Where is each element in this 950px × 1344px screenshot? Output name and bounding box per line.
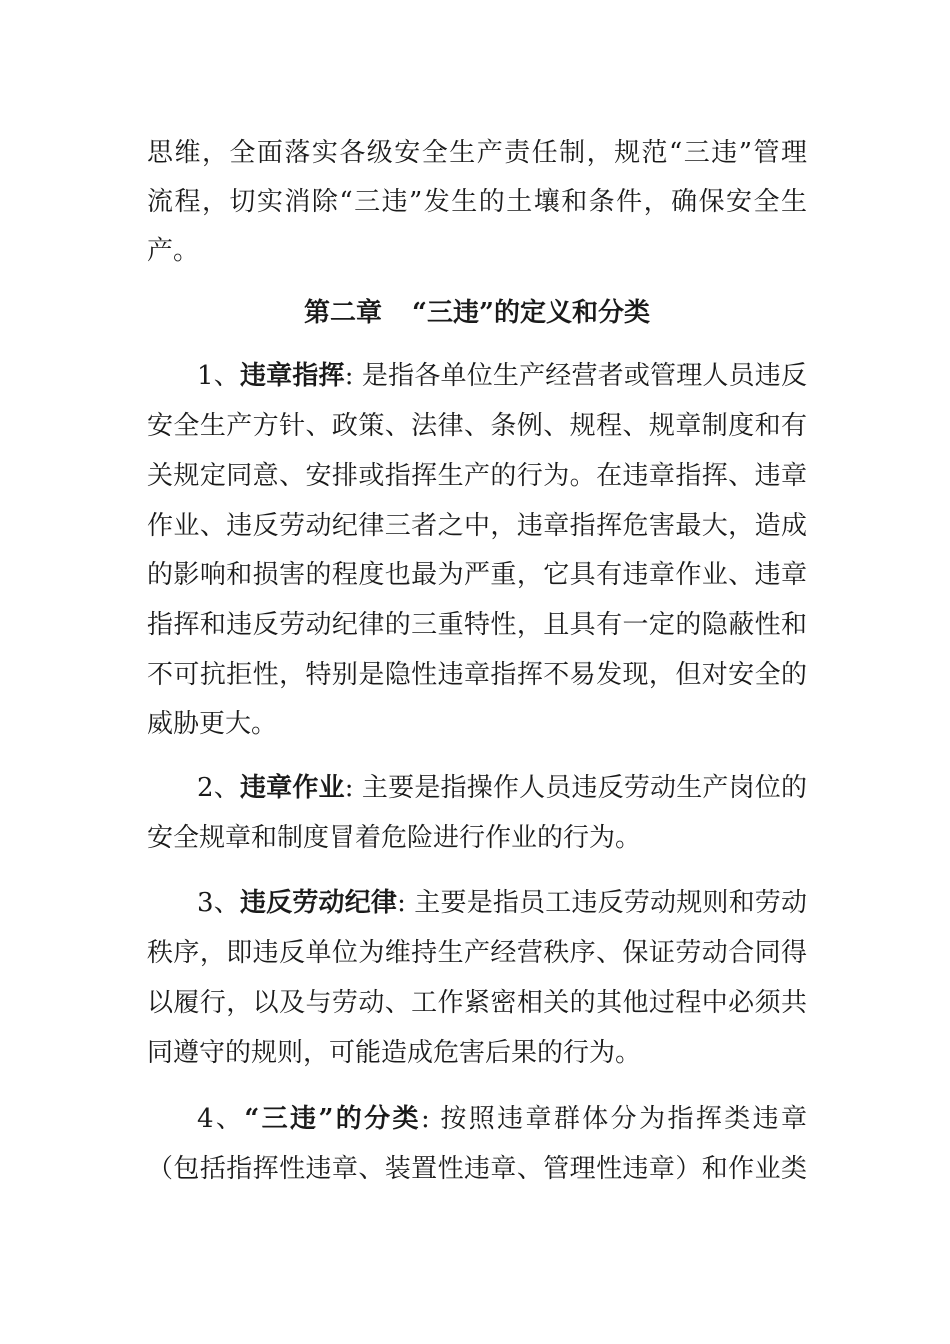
section-1-term: 违章指挥 bbox=[239, 361, 345, 391]
section-4-first-line-text: : 按照违章群体分为指挥类违章 bbox=[420, 1104, 808, 1134]
section-1-first-line-text: : 是指各单位生产经营者或管理人员违反 bbox=[344, 361, 808, 391]
chapter-number: 第二章 bbox=[304, 298, 383, 328]
section-1-number: 1、 bbox=[197, 361, 240, 391]
section-2-first-line-text: : 主要是指操作人员违反劳动生产岗位的 bbox=[344, 773, 808, 803]
section-4-number: 4、 bbox=[197, 1104, 245, 1134]
section-3-first-line bbox=[197, 886, 807, 920]
section-1-line: 威胁更大。 bbox=[147, 709, 278, 739]
intro-line-1: 思维，全面落实各级安全生产责任制，规范“三违”管理 bbox=[147, 138, 807, 168]
section-1-line: 不可抗拒性，特别是隐性违章指挥不易发现，但对安全的 bbox=[147, 660, 807, 690]
section-3-number: 3、 bbox=[197, 888, 240, 918]
section-3-line: 以履行，以及与劳动、工作紧密相关的其他过程中必须共 bbox=[147, 988, 807, 1018]
section-1-line: 作业、违反劳动纪律三者之中，违章指挥危害最大，造成 bbox=[147, 511, 807, 541]
section-3-line: 秩序，即违反单位为维持生产经营秩序、保证劳动合同得 bbox=[147, 938, 807, 968]
section-2-term: 违章作业 bbox=[239, 773, 345, 803]
chapter-heading bbox=[147, 296, 807, 330]
section-4-line: （包括指挥性违章、装置性违章、管理性违章）和作业类 bbox=[147, 1154, 807, 1184]
section-2-line: 安全规章和制度冒着危险进行作业的行为。 bbox=[147, 823, 642, 853]
chapter-title: “三违”的定义和分类 bbox=[412, 298, 650, 328]
section-3-first-line-text: : 主要是指员工违反劳动规则和劳动 bbox=[397, 888, 807, 918]
intro-line-2: 流程，切实消除“三违”发生的土壤和条件，确保安全生 bbox=[147, 187, 807, 217]
section-4-first-line bbox=[197, 1102, 807, 1136]
section-1-line: 安全生产方针、政策、法律、条例、规程、规章制度和有 bbox=[147, 411, 807, 441]
section-1-line: 指挥和违反劳动纪律的三重特性，且具有一定的隐蔽性和 bbox=[147, 610, 807, 640]
section-1-line: 的影响和损害的程度也最为严重，它具有违章作业、违章 bbox=[147, 560, 807, 590]
section-2-first-line bbox=[197, 771, 807, 805]
intro-line-3: 产。 bbox=[147, 236, 200, 266]
section-1-first-line bbox=[197, 359, 807, 393]
section-2-number: 2、 bbox=[197, 773, 240, 803]
section-3-term: 违反劳动纪律 bbox=[239, 888, 398, 918]
section-3-line: 同遵守的规则，可能造成危害后果的行为。 bbox=[147, 1038, 642, 1068]
section-1-line: 关规定同意、安排或指挥生产的行为。在违章指挥、违章 bbox=[147, 461, 807, 491]
section-4-term: “三违”的分类 bbox=[244, 1104, 421, 1134]
